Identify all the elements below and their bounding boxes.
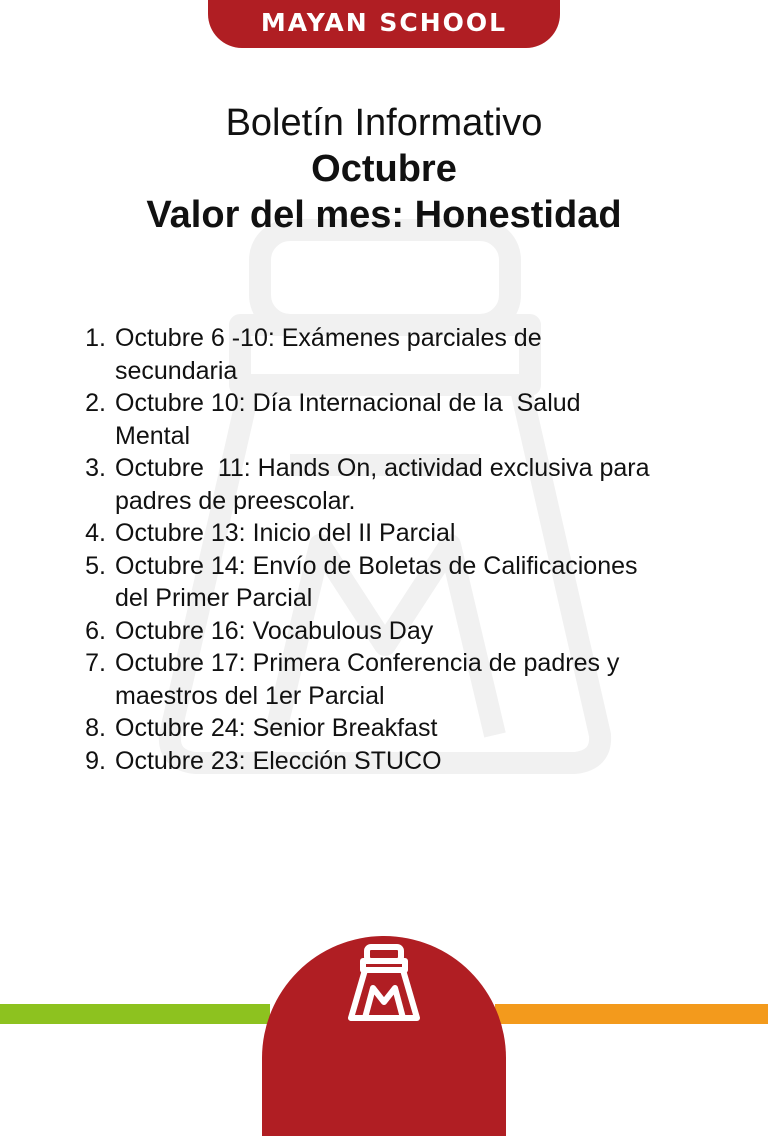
list-item: [60, 647, 710, 712]
list-item: [60, 517, 710, 550]
list-item-text-continued: secundaria: [115, 356, 238, 385]
footer-orange-bar: [495, 1004, 768, 1024]
list-item-number: 8.: [85, 714, 106, 742]
bulletin-month: Octubre: [311, 148, 457, 190]
school-name: MAYAN SCHOOL: [260, 7, 508, 37]
list-item-text: Octubre 16: Vocabulous Day: [115, 616, 434, 645]
header-banner: [208, 0, 560, 48]
list-item-text-continued: del Primer Parcial: [115, 584, 313, 612]
list-item-text-continued: maestros del 1er Parcial: [115, 681, 385, 710]
list-item-text-continued: Mental: [115, 421, 191, 450]
list-item-text-continued: padres de preescolar.: [115, 486, 356, 515]
list-item-text: Octubre 10: Día Internacional de la Salud: [115, 389, 581, 417]
list-item-number: 2.: [85, 389, 106, 417]
footer-green-bar: [0, 1004, 270, 1024]
bulletin-titles: [0, 100, 768, 238]
list-item: [60, 322, 710, 387]
list-item: [60, 615, 710, 648]
list-item-number: 4.: [85, 519, 106, 547]
list-item-number: 9.: [85, 746, 106, 775]
list-item-text: Octubre 11: Hands On, actividad exclusiva para: [115, 454, 650, 482]
list-item-text: Octubre 6 -10: Exámenes parciales de: [115, 324, 542, 352]
list-item-text: Octubre 23: Elección STUCO: [115, 746, 442, 775]
list-item-number: 7.: [85, 649, 106, 677]
list-item: [60, 550, 710, 615]
list-item: [60, 452, 710, 517]
list-item: [60, 712, 710, 745]
list-item-number: 6.: [85, 616, 106, 645]
list-item-text: Octubre 24: Senior Breakfast: [115, 714, 438, 742]
events-list: [60, 322, 710, 777]
list-item-number: 5.: [85, 551, 106, 580]
list-item-number: 1.: [85, 324, 106, 352]
list-item-text: Octubre 17: Primera Conferencia de padres y: [115, 649, 620, 677]
bulletin-title: Boletín Informativo: [225, 102, 543, 144]
list-item: [60, 745, 710, 778]
list-item: [60, 387, 710, 452]
school-logo-icon: [343, 944, 425, 1024]
list-item-text: Octubre 13: Inicio del II Parcial: [115, 519, 456, 547]
list-item-text: Octubre 14: Envío de Boletas de Calificaciones: [115, 551, 638, 580]
list-item-number: 3.: [85, 454, 106, 482]
bulletin-value-of-month: Valor del mes: Honestidad: [146, 194, 622, 236]
